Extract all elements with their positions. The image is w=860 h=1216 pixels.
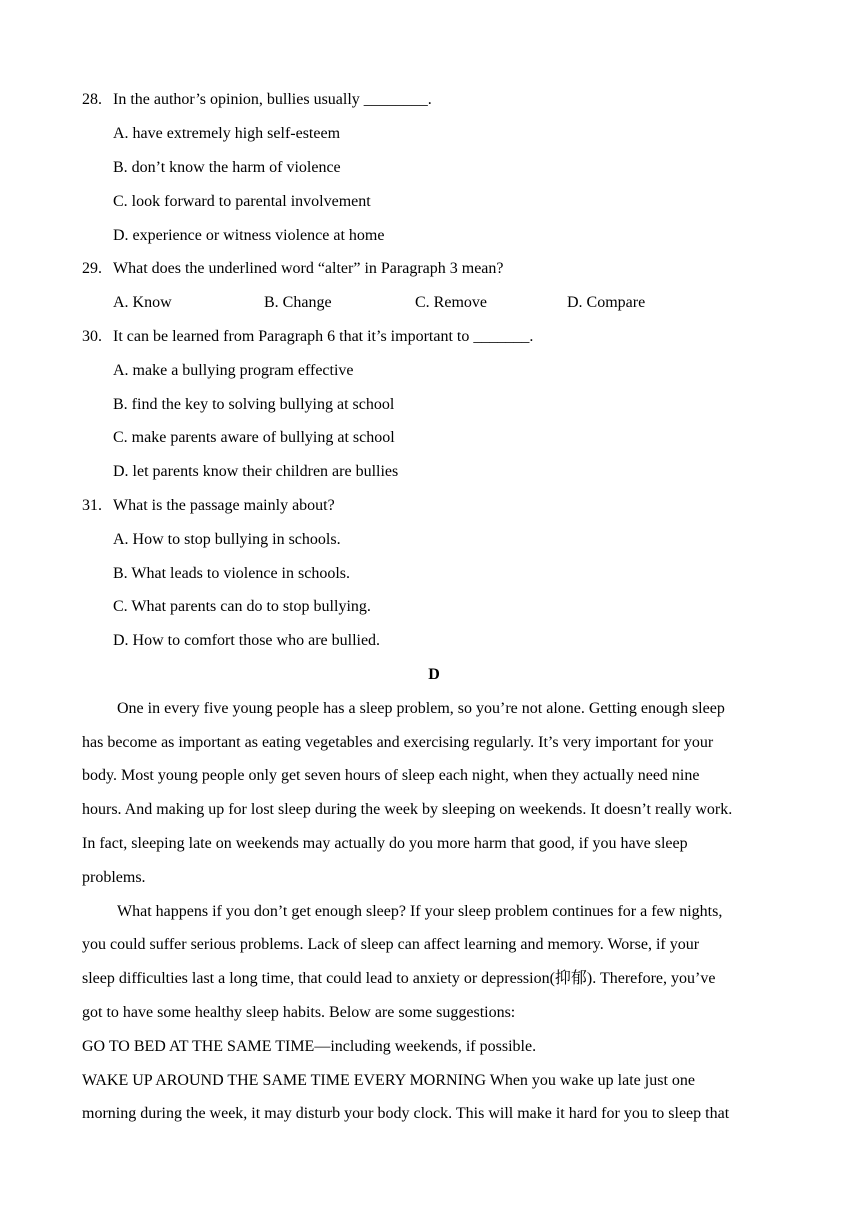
question-stem: In the author’s opinion, bullies usually ________. bbox=[113, 91, 432, 108]
paragraph-2-line: What happens if you don’t get enough sleep? If your sleep problem continues for a few nights, bbox=[117, 903, 723, 920]
option-28-d: D. experience or witness violence at home bbox=[113, 227, 385, 244]
option-29-a: A. Know bbox=[113, 294, 172, 311]
question-stem: It can be learned from Paragraph 6 that it’s important to _______. bbox=[113, 328, 534, 345]
option-30-d: D. let parents know their children are bullies bbox=[113, 463, 399, 480]
tip-line: WAKE UP AROUND THE SAME TIME EVERY MORNING When you wake up late just one bbox=[82, 1072, 695, 1089]
paragraph-1-line: has become as important as eating vegetables and exercising regularly. It’s very important for your bbox=[82, 734, 714, 751]
option-28-b: B. don’t know the harm of violence bbox=[113, 159, 341, 176]
option-30-b: B. find the key to solving bullying at school bbox=[113, 396, 395, 413]
question-number: 31. bbox=[82, 497, 102, 514]
tip-line: morning during the week, it may disturb your body clock. This will make it hard for you to sleep that bbox=[82, 1105, 730, 1122]
question-30 bbox=[82, 327, 533, 347]
paragraph-1-line: hours. And making up for lost sleep during the week by sleeping on weekends. It doesn’t really work. bbox=[82, 801, 733, 818]
paragraph-1-line: body. Most young people only get seven hours of sleep each night, when they actually need nine bbox=[82, 767, 700, 784]
option-31-a: A. How to stop bullying in schools. bbox=[113, 531, 341, 548]
question-stem: What does the underlined word “alter” in Paragraph 3 mean? bbox=[113, 260, 504, 277]
option-28-c: C. look forward to parental involvement bbox=[113, 193, 371, 210]
paragraph-1-line: problems. bbox=[82, 869, 146, 886]
option-28-a: A. have extremely high self-esteem bbox=[113, 125, 341, 142]
question-31 bbox=[82, 496, 335, 516]
question-number: 28. bbox=[82, 91, 102, 108]
paragraph-2-line: sleep difficulties last a long time, that could lead to anxiety or depression(抑郁). Therefore, you’ve bbox=[82, 970, 716, 987]
option-30-a: A. make a bullying program effective bbox=[113, 362, 354, 379]
option-30-c: C. make parents aware of bullying at school bbox=[113, 429, 395, 446]
paragraph-2-line: got to have some healthy sleep habits. Below are some suggestions: bbox=[82, 1004, 516, 1021]
option-31-d: D. How to comfort those who are bullied. bbox=[113, 632, 381, 649]
option-31-b: B. What leads to violence in schools. bbox=[113, 565, 350, 582]
section-heading: D bbox=[428, 666, 440, 683]
option-31-c: C. What parents can do to stop bullying. bbox=[113, 598, 371, 615]
paragraph-2-line: you could suffer serious problems. Lack of sleep can affect learning and memory. Worse, if your bbox=[82, 936, 700, 953]
question-number: 30. bbox=[82, 328, 102, 345]
paragraph-1-line: In fact, sleeping late on weekends may actually do you more harm that good, if you have sleep bbox=[82, 835, 688, 852]
option-29-d: D. Compare bbox=[567, 294, 646, 311]
question-stem: What is the passage mainly about? bbox=[113, 497, 335, 514]
tip-line: GO TO BED AT THE SAME TIME—including weekends, if possible. bbox=[82, 1038, 537, 1055]
question-number: 29. bbox=[82, 260, 102, 277]
option-29-b: B. Change bbox=[264, 294, 332, 311]
option-29-c: C. Remove bbox=[415, 294, 487, 311]
question-28 bbox=[82, 90, 432, 110]
paragraph-1-line: One in every five young people has a sleep problem, so you’re not alone. Getting enough sleep bbox=[117, 700, 725, 717]
question-29 bbox=[82, 259, 504, 279]
